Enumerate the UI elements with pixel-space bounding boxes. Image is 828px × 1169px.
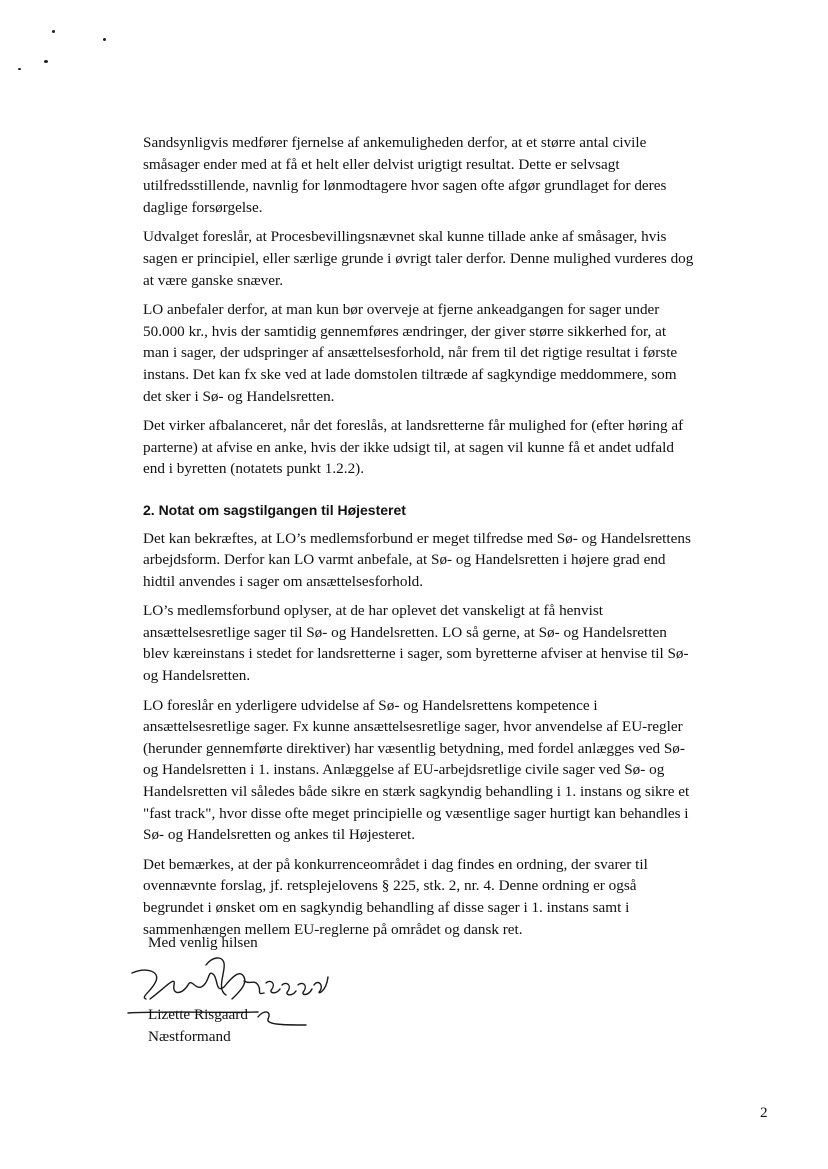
body-paragraph: Det bemærkes, at der på konkurrenceområdet i dag findes en ordning, der svarer til ovennævnte forslag, jf. retsplejelovens § 225, stk. 2, nr. 4. Denne ordning er også begrundet i ønsket om en sagkyndig behandling af disse sager i 1. instans samt i sammenhængen mellem EU-reglerne på området og dansk ret. [143, 855, 648, 938]
body-paragraph: LO foreslår en yderligere udvidelse af Sø- og Handelsrettens kompetence i ansættelsesretlige sager. Fx kunne ansættelsesretlige sager, hvor anvendelse af EU-regler (herunder gennemførte direktiver) har væsentlig betydning, med fordel anlægges ved Sø- og Handelsretten i 1. instans. Anlæggelse af EU-arbejdsretlige civile sager ved Sø- og Handelsretten vil således både sikre en stærk sagkyndig behandling i 1. instans og sikre et "fast track", hvor disse ofte meget principielle og væsentlige sager hurtigt kan behandles i Sø- og Handelsretten og ankes til Højesteret. [143, 696, 690, 844]
body-paragraph: Det virker afbalanceret, når det foreslås, at landsretterne får mulighed for (efter høring af parterne) at afvise en anke, hvis der ikke udsigt til, at sagen vil kunne få et andet udfald end i byretten (notatets punkt 1.2.2). [143, 417, 684, 478]
letter-body [143, 132, 695, 948]
scan-speck [52, 30, 55, 33]
body-paragraph: Det kan bekræftes, at LO’s medlemsforbund er meget tilfredse med Sø- og Handelsrettens arbejdsform. Derfor kan LO varmt anbefale, at Sø- og Handelsretten i højere grad end hidtil anvendes i sager om ansættelsesforhold. [143, 529, 691, 590]
signer-title: Næstformand [148, 1028, 231, 1045]
body-paragraph: LO’s medlemsforbund oplyser, at de har oplevet det vanskeligt at få henvist ansættelsesretlige sager til Sø- og Handelsretten. LO så gerne, at Sø- og Handelsretten blev kæreinstans i stedet for landsretterne i sager, som byretterne afviser at henvise til Sø- og Handelsretten. [143, 602, 689, 685]
scan-speck [18, 68, 21, 70]
closing-salutation: Med venlig hilsen [148, 934, 258, 951]
signer-name: Lizette Risgaard [148, 1006, 248, 1023]
scan-speck [103, 38, 106, 41]
section-heading: 2. Notat om sagstilgangen til Højesteret [143, 501, 406, 518]
body-paragraph: Udvalget foreslår, at Procesbevillingsnævnet skal kunne tillade anke af småsager, hvis sagen er principiel, eller særlige grunde i øvrigt taler derfor. Denne mulighed vurderes dog at være ganske snæver. [143, 228, 694, 289]
page-number: 2 [760, 1104, 768, 1121]
body-paragraph: Sandsynligvis medfører fjernelse af ankemuligheden derfor, at et større antal civile småsager ender med at få et helt eller delvist urigtigt resultat. Dette er selvsagt utilfredsstillende, navnlig for lønmodtagere hvor sagen ofte afgør grundlaget for deres daglige forsørgelse. [143, 134, 667, 216]
body-paragraph: LO anbefaler derfor, at man kun bør overveje at fjerne ankeadgangen for sager under 50.000 kr., hvis der samtidig gennemføres ændringer, der giver større sikkerhed for, at man i sager, der udspringer af ansættelsesforhold, når frem til det rigtige resultat i første instans. Det kan fx ske ved at lade domstolen tiltræde af sagkyndige meddommere, som det sker i Sø- og Handelsretten. [143, 301, 678, 405]
scan-speck [44, 60, 48, 63]
